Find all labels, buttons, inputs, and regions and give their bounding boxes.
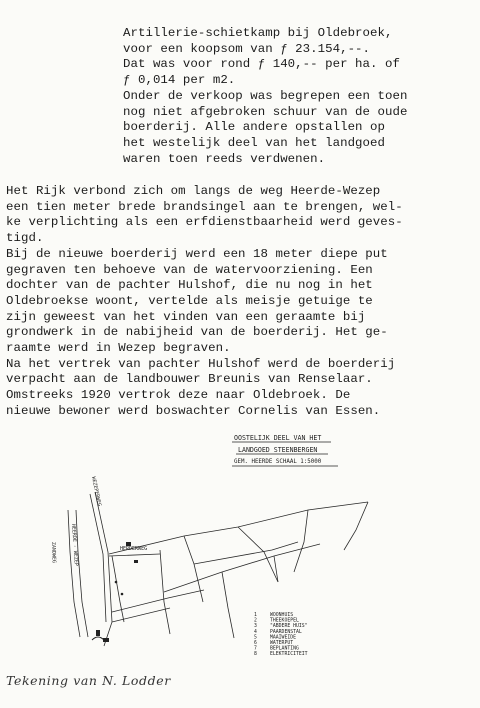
road-label-zandweg: ZANDWEG <box>50 541 57 564</box>
road-label-herderweg: HERDERWEG <box>120 546 148 552</box>
top-paragraph-line: ƒ 0,014 per m2. <box>123 73 236 88</box>
map-lines <box>68 492 368 646</box>
legend-label: BEPLANTING <box>270 646 299 652</box>
map-markers <box>92 542 138 642</box>
legend-number: 5 <box>254 635 257 641</box>
map-title-line-2: LANDGOED STEENBERGEN <box>238 446 318 454</box>
drawing-caption: Tekening van N. Lodder <box>6 673 171 688</box>
legend-number: 1 <box>254 613 257 618</box>
main-paragraph-line: Oldebroekse woont, vertelde als meisje getuige te <box>6 293 373 308</box>
legend-number: 6 <box>254 641 257 646</box>
main-paragraph-line: raamte werd in Wezep begraven. <box>6 341 231 356</box>
top-paragraph-line: Onder de verkoop was begrepen een toen <box>123 88 408 103</box>
legend-label: "ABDERE HUIS" <box>270 624 308 630</box>
legend-number: 2 <box>254 618 257 624</box>
main-paragraph-line: Na het vertrek van pachter Hulshof werd de boerderij <box>6 356 396 371</box>
landgoed-map <box>8 432 432 664</box>
main-paragraph-line: dochter van de pachter Hulshof, die nu nog in het <box>6 278 373 293</box>
main-paragraph <box>6 184 476 420</box>
legend-label: THEEKOEPEL <box>270 618 299 624</box>
top-paragraph-line: Dat was voor rond ƒ 140,-- per ha. of <box>123 57 400 72</box>
main-paragraph-line: zijn geweest van het vinden van een geraamte bij <box>6 309 366 324</box>
main-paragraph-line: gegraven ten behoeve van de watervoorziening. Een <box>6 262 373 277</box>
legend-label: WATERPUT <box>270 641 294 646</box>
road-label-wezeperweg: WEZEPERWEG <box>90 476 103 507</box>
road-label-heerde-wezep: HEERDE - WEZEP <box>70 523 79 567</box>
main-paragraph-line: Het Rijk verbond zich om langs de weg Heerde-Wezep <box>6 184 381 198</box>
map-title-line-1: OOSTELIJK DEEL VAN HET <box>234 434 322 442</box>
top-paragraph-line: het westelijk deel van het landgoed <box>123 135 385 150</box>
main-paragraph-line: Omstreeks 1920 vertrok deze naar Oldebroek. De <box>6 388 351 403</box>
legend-label: WOONHUIS <box>270 613 294 618</box>
map-legend <box>254 612 308 657</box>
legend-label: PAARDENSTAL <box>270 629 302 635</box>
legend-label: MAAIWEIDE <box>270 635 296 641</box>
top-paragraph-line: voor een koopsom van ƒ 23.154,--. <box>123 41 371 56</box>
legend-number: 8 <box>254 652 257 658</box>
legend-number: 7 <box>254 646 257 652</box>
map-road-labels <box>50 476 147 566</box>
map-title-line-3: GEM. HEERDE SCHAAL 1:5000 <box>234 459 322 465</box>
top-paragraph-line: nog niet afgebroken schuur van de oude <box>123 104 408 119</box>
top-paragraph-line: waren toen reeds verdwenen. <box>123 151 326 166</box>
top-paragraph-line: boerderij. Alle andere opstallen op <box>123 120 385 135</box>
main-paragraph-line: nieuwe bewoner werd boswachter Cornelis van Essen. <box>6 403 381 418</box>
map-title <box>232 434 338 466</box>
legend-label: ELEKTRICITEIT <box>270 652 308 658</box>
legend-number: 4 <box>254 629 257 635</box>
main-paragraph-line: grondwerk in de nabijheid van de boerderij. Het ge- <box>6 325 388 340</box>
main-paragraph-line: tigd. <box>6 231 44 246</box>
main-paragraph-line: Bij de nieuwe boerderij werd een 18 meter diepe put <box>6 246 388 261</box>
top-paragraph-line: Artillerie-schietkamp bij Oldebroek, <box>123 26 393 40</box>
legend-number: 3 <box>254 624 257 630</box>
main-paragraph-line: een tien meter brede brandsingel aan te brengen, wel- <box>6 199 403 214</box>
main-paragraph-line: verpacht aan de landbouwer Breunis van Renselaar. <box>6 372 373 387</box>
top-paragraph <box>123 26 473 167</box>
main-paragraph-line: ke verplichting als een erfdienstbaarheid werd geves- <box>6 215 403 230</box>
